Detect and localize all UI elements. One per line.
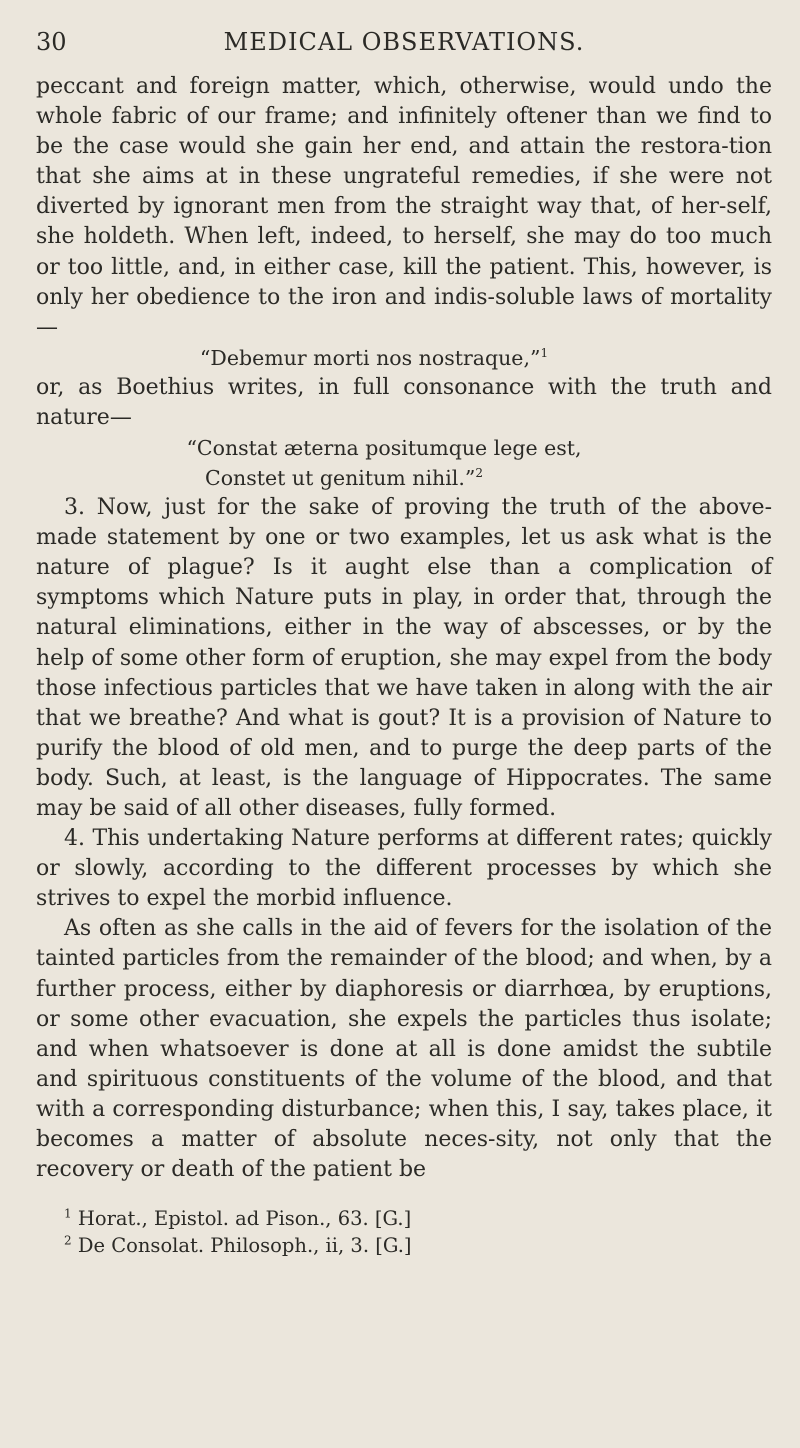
- page-number: 30: [36, 28, 67, 56]
- paragraph-2: or, as Boethius writes, in full consonance with the truth and nature—: [36, 374, 772, 430]
- footnotes: [36, 1205, 772, 1259]
- quote-boethius-line-2: [36, 463, 772, 493]
- paragraph-1: peccant and foreign matter, which, otherwise, would undo the whole fabric of our frame; and infinitely oftener than we find to be the case would she gain her end, and attain the restora-tion that she aims at in these ungrateful remedies, if she were not diverted by ignorant men from the straight way that, of her-self, she holdeth. When left, indeed, to herself, she may do too much or too little, and, in either case, kill the patient. This, however, is only her obedience to the iron and indis-soluble laws of mortality—: [36, 74, 772, 340]
- footnote-mark-1: 1: [64, 1206, 72, 1221]
- footnote-text-1: Horat., Epistol. ad Pison., 63. [G.]: [77, 1207, 412, 1231]
- body-text: [36, 72, 772, 1185]
- footnote-1: [64, 1205, 772, 1232]
- quote-horace-text: “Debemur morti nos nostraque,”: [199, 345, 541, 370]
- footnote-ref-1: 1: [540, 346, 549, 361]
- footnote-2: [64, 1232, 772, 1259]
- page-header: [36, 26, 772, 70]
- footnote-ref-2: 2: [475, 466, 483, 481]
- footnote-mark-2: 2: [64, 1233, 72, 1248]
- paragraph-3: 3. Now, just for the sake of proving the truth of the above-made statement by one or two examples, let us ask what is the nature of plague? Is it aught else than a complication of symptoms which Nature puts in play, in order that, through the natural eliminations, either in the way of abscesses, or by the help of some other form of eruption, she may expel from the body those infectious particles that we have taken in along with the air that we breathe? And what is gout? It is a provision of Nature to purify the blood of old men, and to purge the deep parts of the body. Such, at least, is the language of Hippocrates. The same may be said of all other diseases, fully formed.: [36, 495, 772, 821]
- quote-horace: [36, 343, 772, 373]
- quote-boethius-line-2-text: Constet ut genitum nihil.”: [205, 466, 476, 491]
- quote-boethius-line-1: “Constat æterna positumque lege est,: [186, 436, 582, 461]
- footnote-text-2: De Consolat. Philosoph., ii, 3. [G.]: [77, 1234, 412, 1258]
- running-head: MEDICAL OBSERVATIONS.: [223, 28, 585, 56]
- paragraph-5: As often as she calls in the aid of fevers for the isolation of the tainted particles from the remainder of the blood; and when, by a further process, either by diaphoresis or diarrhœa, by eruptions, or some other evacuation, she expels the particles thus isolate; and when whatsoever is done at all is done amidst the subtile and spirituous constituents of the volume of the blood, and that with a corresponding disturbance; when this, I say, takes place, it becomes a matter of absolute neces-sity, not only that the recovery or death of the patient be: [36, 916, 772, 1183]
- paragraph-4: 4. This undertaking Nature performs at different rates; quickly or slowly, according to the different processes by which she strives to expel the morbid influence.: [36, 826, 772, 912]
